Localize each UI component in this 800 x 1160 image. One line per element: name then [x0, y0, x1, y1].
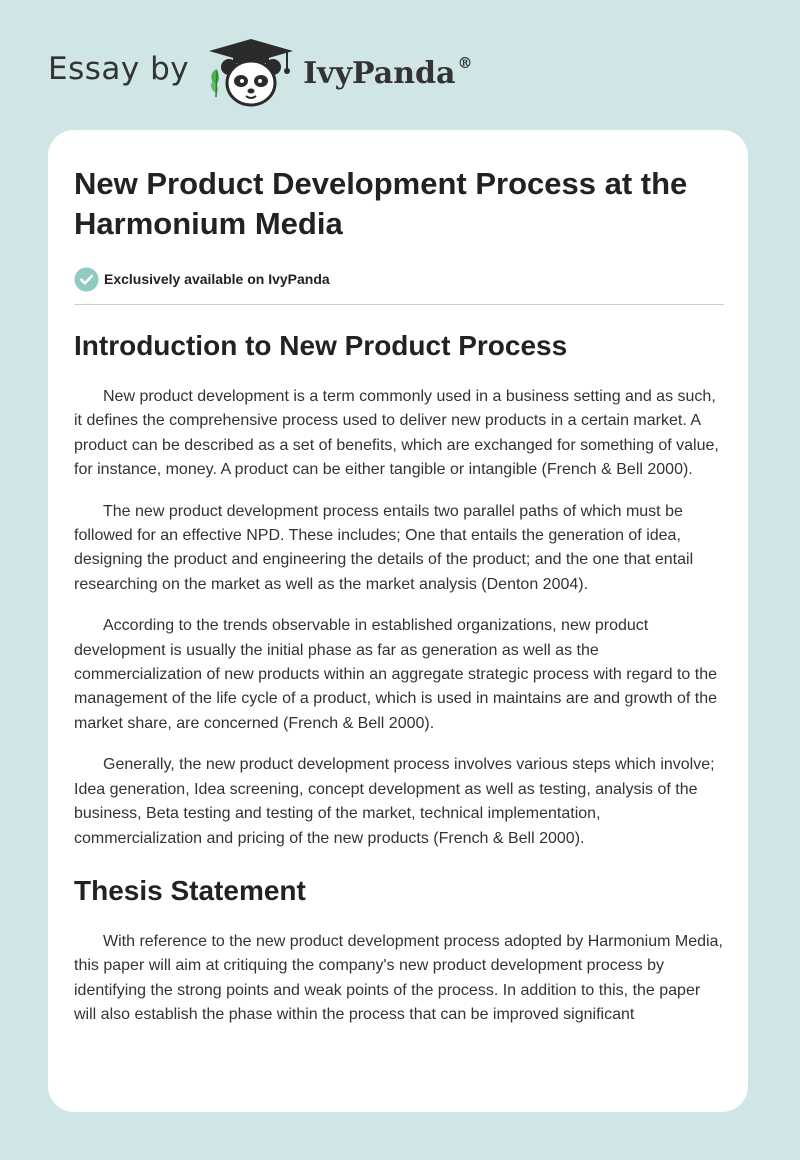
essay-by-label: Essay by	[48, 51, 190, 87]
section-heading-thesis: Thesis Statement	[74, 874, 306, 906]
essay-content	[74, 164, 724, 1028]
paragraph: According to the trends observable in established organizations, new product development is usually the initial phase as far as generation as well as the commercialization of new products within an aggregate strategic process with regard to the management of the life cycle of a product, which is used in maintains are and growth of the market share, are concerned (French & Bell 2000).	[74, 617, 718, 732]
site-header	[48, 34, 472, 110]
paragraph: Generally, the new product development process involves various steps which involve; Idea generation, Idea screening, concept development as well as testing, analysis of the business, Beta testing and testing of the market, technical implementation, commercialization and pricing of the new products (French & Bell 2000).	[74, 756, 715, 847]
brand-name: IvyPanda ®	[303, 53, 473, 91]
exclusive-badge-label: Exclusively available on IvyPanda	[104, 271, 330, 287]
exclusive-badge	[74, 266, 724, 292]
paragraph: With reference to the new product development process adopted by Harmonium Media, this paper will aim at critiquing the company's new product development process by identifying the strong points and weak points of the process. In addition to this, the paper will also establish the phase within the process that can be improved significant	[74, 932, 723, 1024]
registered-mark: ®	[457, 53, 473, 72]
panda-graduate-icon	[205, 35, 297, 109]
essay-title: New Product Development Process at the Harmonium Media	[74, 166, 688, 241]
section-heading-introduction: Introduction to New Product Process	[74, 330, 568, 361]
paragraph: The new product development process entails two parallel paths of which must be followed for an effective NPD. These includes; One that entails the generation of idea, designing the product and engineering the details of the product; and the one that entail researching on the market as well as the market analysis (Denton 2004).	[74, 502, 694, 593]
paragraph: New product development is a term commonly used in a business setting and as such, it defines the comprehensive process used to deliver new products in a certain market. A product can be described as a set of benefits, which are exchanged for something of value, for instance, money. A product can be either tangible or intangible (French & Bell 2000).	[74, 388, 719, 479]
check-circle-icon	[74, 267, 99, 292]
essay-card	[48, 130, 748, 1112]
title-divider	[74, 304, 724, 305]
